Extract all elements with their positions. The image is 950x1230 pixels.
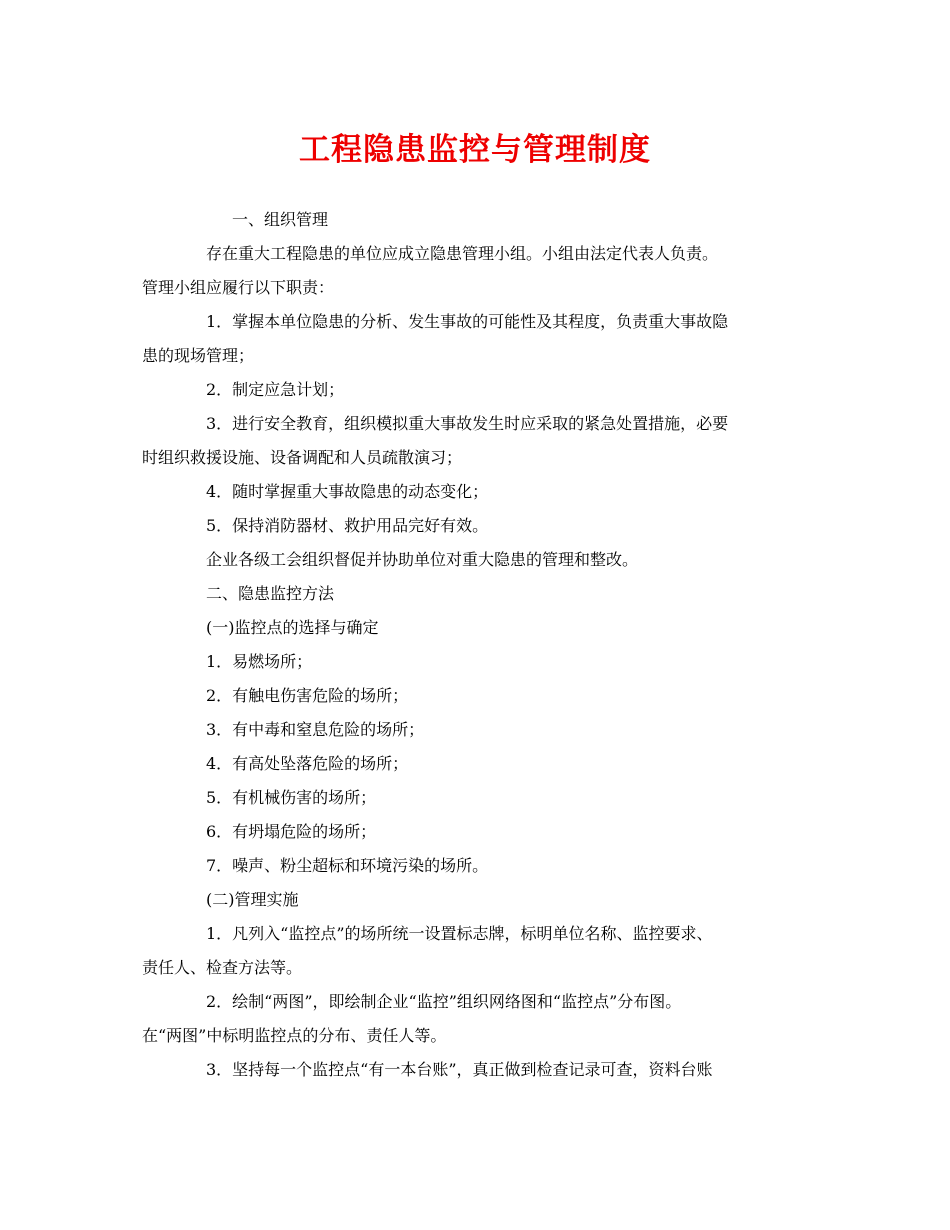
document-line: (二)管理实施 <box>206 890 299 909</box>
document-line: 存在重大工程隐患的单位应成立隐患管理小组。小组由法定代表人负责。 <box>206 244 719 263</box>
document-line: 管理小组应履行以下职责： <box>142 278 335 297</box>
document-line: 5．保持消防器材、救护用品完好有效。 <box>206 516 489 535</box>
document-line: 二、隐患监控方法 <box>206 584 335 603</box>
document-line: 时组织救援设施、设备调配和人员疏散演习； <box>142 448 463 467</box>
document-line: 7．噪声、粉尘超标和环境污染的场所。 <box>206 856 489 875</box>
document-line: (一)监控点的选择与确定 <box>206 618 379 637</box>
document-line: 一、组织管理 <box>232 210 329 229</box>
document-line: 2．绘制“两图”，即绘制企业“监控”组织网络图和“监控点”分布图。 <box>206 992 682 1011</box>
document-line: 5．有机械伤害的场所； <box>206 788 377 807</box>
document-line: 责任人、检查方法等。 <box>142 958 303 977</box>
document-line: 2．制定应急计划； <box>206 380 345 399</box>
document-line: 在“两图”中标明监控点的分布、责任人等。 <box>142 1026 447 1045</box>
document-line: 3．坚持每一个监控点“有一本台账”，真正做到检查记录可查，资料台账 <box>206 1060 713 1079</box>
document-line: 企业各级工会组织督促并协助单位对重大隐患的管理和整改。 <box>206 550 639 569</box>
document-line: 1．易燃场所； <box>206 652 313 671</box>
document-line: 患的现场管理； <box>142 346 255 365</box>
document-line: 2．有触电伤害危险的场所； <box>206 686 409 705</box>
document-line: 6．有坍塌危险的场所； <box>206 822 377 841</box>
document-title: 工程隐患监控与管理制度 <box>299 132 651 168</box>
document-line: 4．有高处坠落危险的场所； <box>206 754 409 773</box>
document-line: 1．掌握本单位隐患的分析、发生事故的可能性及其程度，负责重大事故隐 <box>206 312 729 331</box>
document-line: 1．凡列入“监控点”的场所统一设置标志牌，标明单位名称、监控要求、 <box>206 924 713 943</box>
document-body <box>142 203 810 1087</box>
document-line: 3．进行安全教育，组织模拟重大事故发生时应采取的紧急处置措施，必要 <box>206 414 729 433</box>
document-line: 3．有中毒和窒息危险的场所； <box>206 720 425 739</box>
document-line: 4．随时掌握重大事故隐患的动态变化； <box>206 482 489 501</box>
